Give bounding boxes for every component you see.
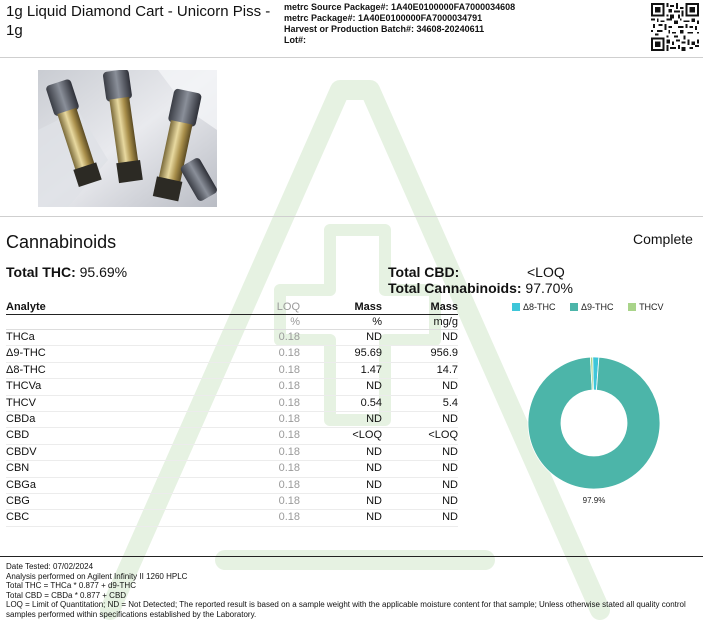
legend-item-thcv: THCV	[628, 302, 664, 312]
loq-cell: 0.18	[206, 494, 300, 510]
analyte-cell: CBGa	[6, 477, 206, 493]
header-mass-mg: Mass	[382, 301, 458, 315]
unit-mass-mg: mg/g	[382, 315, 458, 330]
mass-mg-cell: ND	[382, 330, 458, 346]
report-footer	[6, 562, 696, 619]
loq-cell: 0.18	[206, 477, 300, 493]
total-thc-value: 95.69%	[79, 264, 128, 280]
package-number: metrc Package#: 1A40E0100000FA7000034791	[284, 13, 483, 23]
mass-pct-cell: ND	[300, 461, 382, 477]
mass-pct-cell: ND	[300, 477, 382, 493]
cannabinoid-results-table	[6, 301, 458, 527]
analyte-cell: CBDV	[6, 444, 206, 460]
table-row	[6, 362, 458, 378]
table-row	[6, 428, 458, 444]
product-photo	[38, 70, 217, 207]
header-divider	[0, 57, 703, 58]
mass-mg-cell: ND	[382, 510, 458, 526]
analyte-cell: CBC	[6, 510, 206, 526]
legend-swatch	[512, 303, 520, 311]
legend-item-d8-thc: Δ8-THC	[512, 302, 556, 312]
mass-pct-cell: ND	[300, 412, 382, 428]
mass-pct-cell: ND	[300, 379, 382, 395]
mass-mg-cell: ND	[382, 444, 458, 460]
lot-number: Lot#:	[284, 35, 306, 45]
status-label: Complete	[633, 231, 693, 247]
total-thc	[6, 264, 127, 280]
batch-number: Harvest or Production Batch#: 34608-20240611	[284, 24, 485, 34]
mass-pct-cell: 1.47	[300, 362, 382, 378]
qr-code[interactable]	[651, 3, 699, 51]
table-row	[6, 461, 458, 477]
legend-swatch	[628, 303, 636, 311]
analysis-method: Analysis performed on Agilent Infinity II 1260 HPLC	[6, 571, 188, 581]
mass-pct-cell: ND	[300, 510, 382, 526]
table-row	[6, 379, 458, 395]
mass-mg-cell: ND	[382, 494, 458, 510]
loq-cell: 0.18	[206, 379, 300, 395]
legend-item-d9-thc: Δ9-THC	[570, 302, 614, 312]
analyte-cell: CBG	[6, 494, 206, 510]
mass-mg-cell: <LOQ	[382, 428, 458, 444]
header-analyte: Analyte	[6, 301, 206, 315]
analyte-cell: Δ8-THC	[6, 362, 206, 378]
mass-mg-cell: 956.9	[382, 346, 458, 362]
total-cbd-formula: Total CBD = CBDa * 0.877 + CBD	[6, 590, 127, 600]
header-mass-pct: Mass	[300, 301, 382, 315]
total-thc-formula: Total THC = THCa * 0.877 + d9-THC	[6, 581, 136, 590]
cannabinoid-donut-chart	[505, 298, 703, 510]
mass-pct-cell: ND	[300, 330, 382, 346]
table-row	[6, 444, 458, 460]
analyte-cell: CBD	[6, 428, 206, 444]
loq-cell: 0.18	[206, 461, 300, 477]
date-tested: Date Tested: 07/02/2024	[6, 562, 94, 571]
table-row	[6, 510, 458, 526]
analyte-cell: CBDa	[6, 412, 206, 428]
loq-cell: 0.18	[206, 330, 300, 346]
mass-pct-cell: ND	[300, 494, 382, 510]
legend-swatch	[570, 303, 578, 311]
mass-mg-cell: ND	[382, 379, 458, 395]
loq-cell: 0.18	[206, 428, 300, 444]
total-cbd-value: <LOQ	[527, 264, 565, 280]
loq-cell: 0.18	[206, 362, 300, 378]
mass-mg-cell: 5.4	[382, 395, 458, 411]
mass-mg-cell: ND	[382, 461, 458, 477]
table-row	[6, 412, 458, 428]
loq-cell: 0.18	[206, 346, 300, 362]
table-row	[6, 494, 458, 510]
product-title: 1g Liquid Diamond Cart - Unicorn Piss - 1g	[6, 3, 271, 39]
mass-mg-cell: 14.7	[382, 362, 458, 378]
source-package: metrc Source Package#: 1A40E0100000FA7000034608	[284, 2, 516, 12]
footer-divider	[0, 556, 703, 557]
package-meta	[284, 2, 515, 46]
table-header-row	[6, 301, 458, 315]
loq-cell: 0.18	[206, 412, 300, 428]
total-cbd	[388, 264, 459, 280]
table-row	[6, 477, 458, 493]
mass-pct-cell: ND	[300, 444, 382, 460]
total-cannabinoids	[388, 280, 573, 296]
unit-mass-pct: %	[300, 315, 382, 330]
chart-legend	[512, 301, 676, 312]
total-cannabinoids-value: 97.70%	[525, 280, 573, 296]
mass-mg-cell: ND	[382, 412, 458, 428]
mass-mg-cell: ND	[382, 477, 458, 493]
loq-cell: 0.18	[206, 510, 300, 526]
mass-pct-cell: 0.54	[300, 395, 382, 411]
analyte-cell: THCa	[6, 330, 206, 346]
photo-divider	[0, 216, 703, 217]
unit-loq: %	[206, 315, 300, 330]
total-cannabinoids-label: Total Cannabinoids:	[388, 280, 522, 296]
total-thc-label: Total THC:	[6, 264, 76, 280]
analyte-cell: THCV	[6, 395, 206, 411]
total-cbd-label: Total CBD:	[388, 264, 460, 280]
table-row	[6, 346, 458, 362]
section-title: Cannabinoids	[6, 232, 117, 252]
loq-cell: 0.18	[206, 444, 300, 460]
table-row	[6, 395, 458, 411]
mass-pct-cell: 95.69	[300, 346, 382, 362]
header-loq: LOQ	[206, 301, 300, 315]
table-row	[6, 330, 458, 346]
report-header	[0, 0, 703, 57]
loq-cell: 0.18	[206, 395, 300, 411]
disclaimer: LOQ = Limit of Quantitation; ND = Not Detected; The reported result is based on a sample weight with the applicable moisture content for that sample; Unless otherwise stated all quality control samples performed within specifications established by the Laboratory.	[6, 600, 686, 619]
mass-pct-cell: <LOQ	[300, 428, 382, 444]
analyte-cell: CBN	[6, 461, 206, 477]
table-units-row	[6, 315, 458, 330]
analyte-cell: Δ9-THC	[6, 346, 206, 362]
analyte-cell: THCVa	[6, 379, 206, 395]
donut-data-label: 97.9%	[582, 496, 606, 505]
